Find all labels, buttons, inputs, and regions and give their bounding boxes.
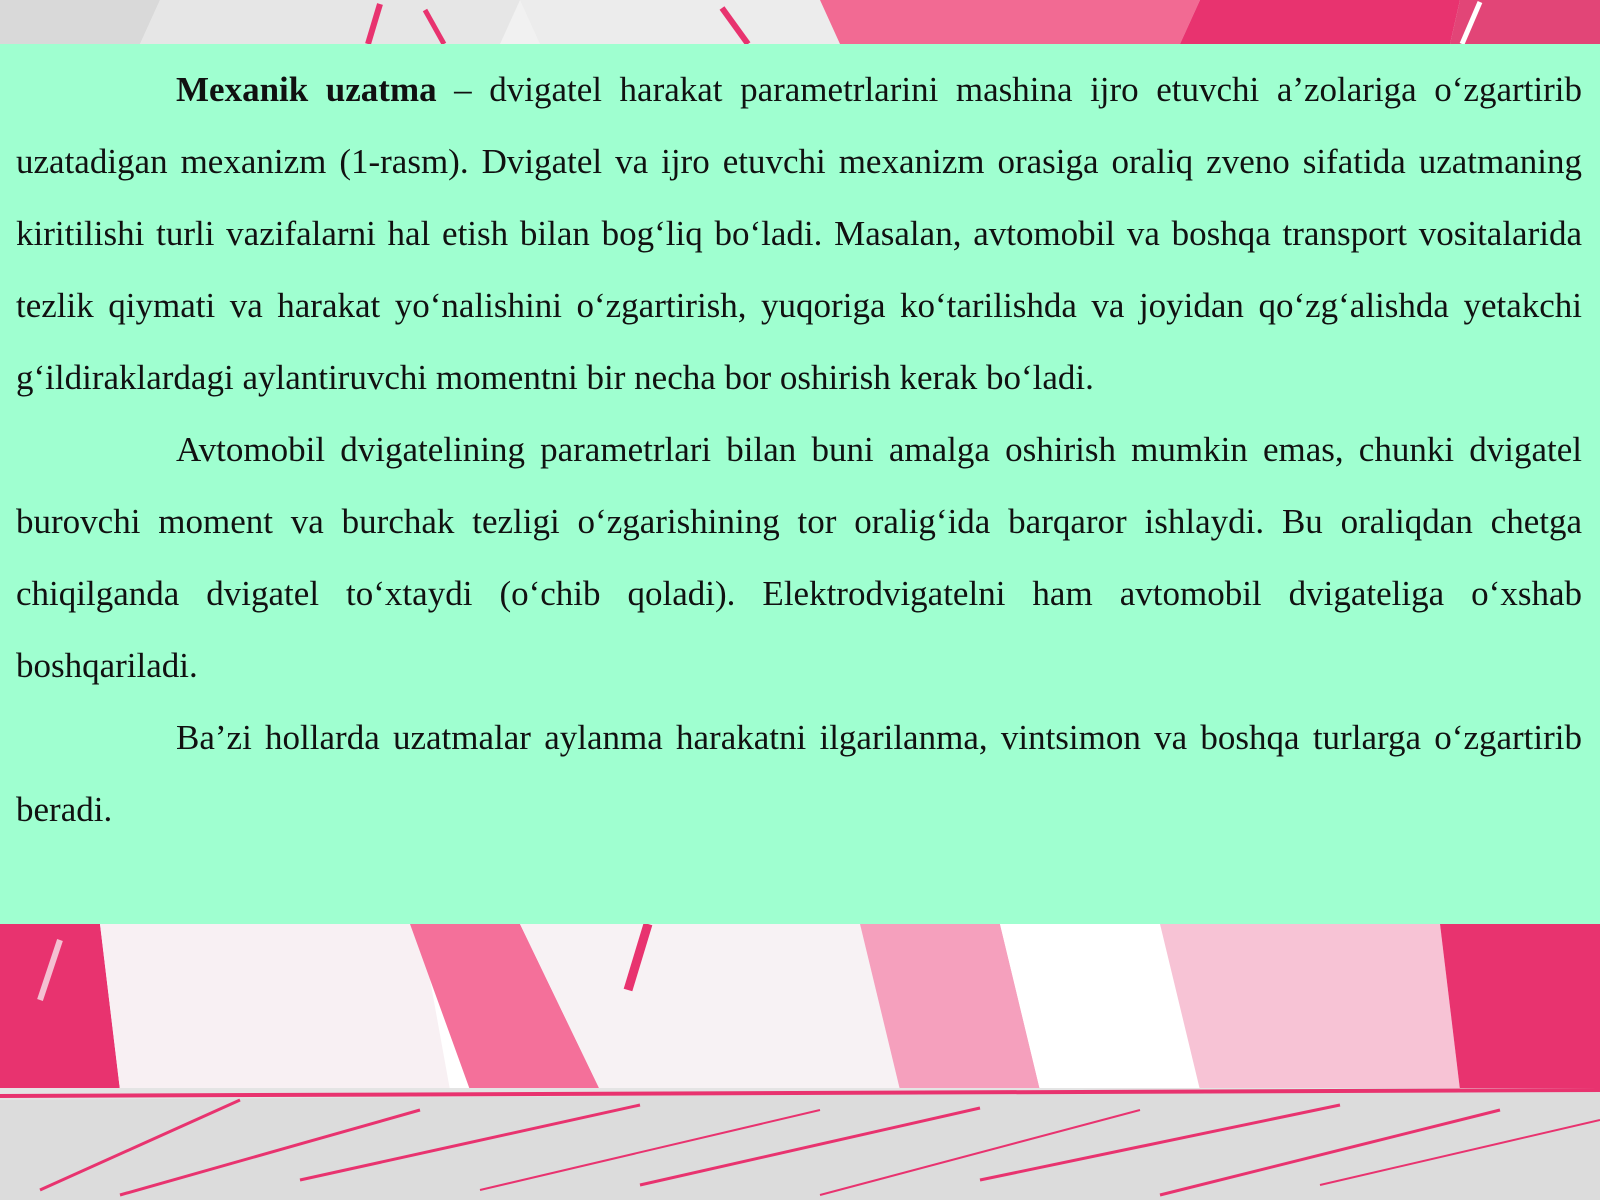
bottom-decoration (0, 924, 1600, 1200)
paragraph-2: Avtomobil dvigatelining parametrlari bilan buni amalga oshirish mumkin emas, chunki dvigatel burovchi moment va burchak tezligi o‘zgarishining tor oralig‘ida barqaror ishlaydi. Bu oraliqdan chetga chiqilganda dvigatel to‘xtaydi (o‘chib qoladi). Elektrodvigatelni ham avtomobil dvigateliga o‘xshab boshqariladi. (16, 430, 1582, 685)
paragraph-3: Ba’zi hollarda uzatmalar aylanma harakatni ilgarilanma, vintsimon va boshqa turlarga o‘zgartirib beradi. (16, 718, 1582, 829)
top-decoration (0, 0, 1600, 44)
paragraph-1 (16, 54, 1582, 414)
lead-term: Mexanik uzatma (176, 70, 437, 109)
paragraph-1-text: – dvigatel harakat parametrlarini mashina ijro etuvchi a’zolariga o‘zgartirib uzatadigan mexanizm (1-rasm). Dvigatel va ijro etuvchi mexanizm orasiga oraliq zveno sifatida uzatmaning kiritilishi turli vazifalarni hal etish bilan bog‘liq bo‘ladi. Masalan, avtomobil va boshqa transport vositalarida tezlik qiymati va harakat yo‘nalishini o‘zgartirish, yuqoriga ko‘tarilishda va joyidan qo‘zg‘alishda yetakchi g‘ildiraklardagi aylantiruvchi momentni bir necha bor oshirish kerak bo‘ladi. (16, 70, 1582, 397)
text-panel (0, 44, 1600, 924)
